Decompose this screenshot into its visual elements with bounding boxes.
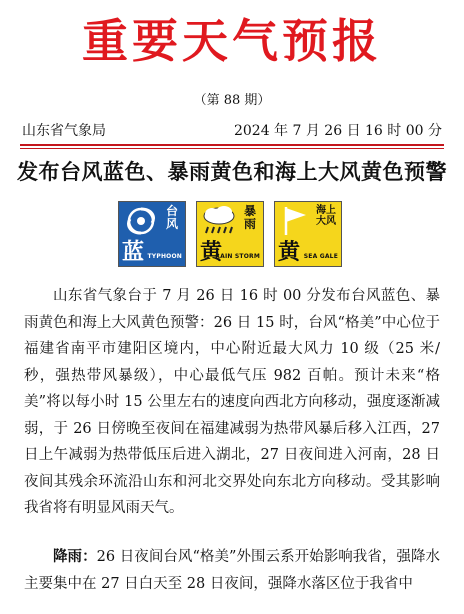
signal-name: 台风: [165, 204, 178, 231]
rainstorm-icon: [200, 205, 238, 237]
meta-row: [22, 122, 442, 140]
signal-color-word: 黄: [200, 239, 223, 265]
issue-timestamp: 2024 年 7 月 26 日 16 时 00 分: [233, 123, 442, 139]
issue-number: （第 88 期）: [193, 93, 271, 108]
paragraph-lead: 降雨：: [53, 548, 97, 565]
signal-color-word: 蓝: [122, 239, 145, 265]
signal-english: RAIN STORM: [215, 253, 260, 260]
typhoon-blue-signal: [118, 201, 186, 267]
paragraph-text: 山东省气象台于 7 月 26 日 16 时 00 分发布台风蓝色、暴雨黄色和海上大风黄色预警：26 日 15 时，台风“格美”中心位于福建省南平市建阳区境内，中心附近最大风力 10 级（25 米/秒，强热带风暴级），中心最低气压 982 百帕。预计未来“格美”将以每小时 15 公里左右的速度向西北方向移动，强度逐渐减弱，于 26 日傍晚至夜间在福建减弱为热带风暴后移入江西，27 日上午减弱为热带低压后进入湖北，27 日夜间进入河南，28 日夜间其残余环流沿山东和河北交界处向东北方向移动。受其影响我省将有明显风雨天气。: [24, 288, 440, 516]
signal-english: SEA GALE: [303, 253, 338, 260]
body-paragraph: [24, 283, 440, 522]
paragraph-text: 26 日夜间台风“格美”外围云系开始影响我省，强降水主要集中在 27 日白天至 28 日夜间，强降水落区位于我省中: [24, 549, 441, 592]
headline: 发布台风蓝色、暴雨黄色和海上大风黄色预警: [17, 159, 447, 184]
rainfall-paragraph: [24, 544, 440, 597]
signal-english: TYPHOON: [147, 253, 182, 260]
signal-color-word: 黄: [278, 239, 301, 265]
sea-gale-yellow-signal: [274, 201, 342, 267]
issuing-agency: 山东省气象局: [22, 123, 106, 139]
signal-name: 暴雨: [243, 204, 256, 231]
sea-gale-flag-icon: [278, 205, 316, 237]
header-divider: [20, 144, 444, 146]
signal-name: 海上大风: [316, 205, 336, 227]
typhoon-icon: [122, 205, 160, 237]
rainstorm-yellow-signal: [196, 201, 264, 267]
warning-signals: [118, 201, 342, 269]
masthead-title: 重要天气预报: [82, 14, 382, 68]
header-divider-thin: [20, 148, 444, 149]
